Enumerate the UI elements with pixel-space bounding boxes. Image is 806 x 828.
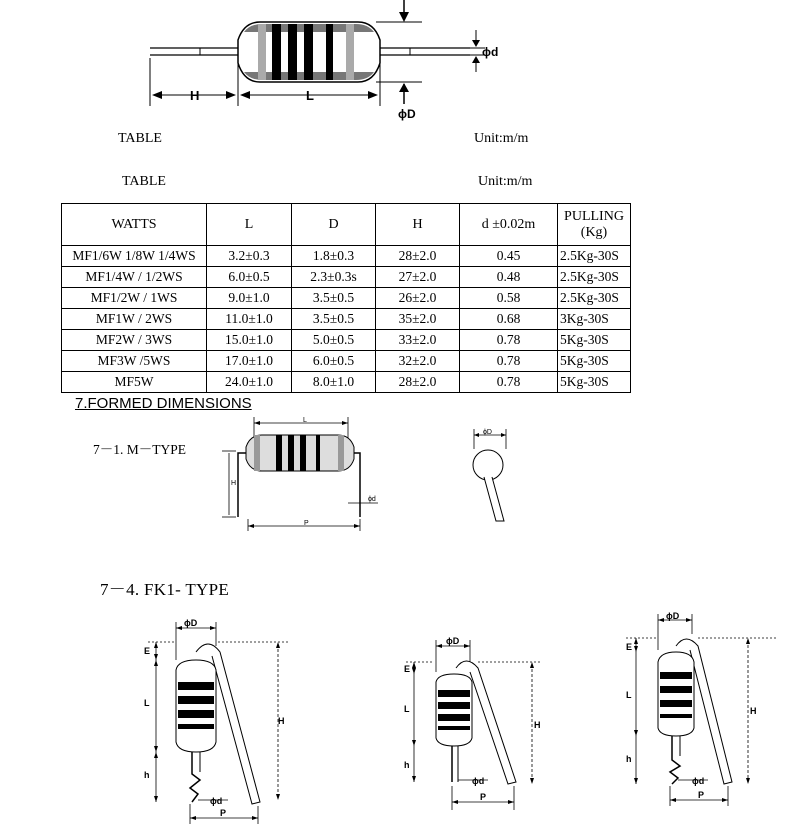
table-row bbox=[62, 288, 631, 309]
table-cell: 15.0±1.0 bbox=[207, 330, 292, 351]
table-cell: 0.68 bbox=[460, 309, 558, 330]
table-cell: 3Kg-30S bbox=[558, 309, 631, 330]
fk1-2-label-dd: ϕd bbox=[472, 776, 485, 786]
fk1-type-diagram-1 bbox=[138, 612, 303, 827]
table-cell: 5.0±0.5 bbox=[292, 330, 376, 351]
m-type-end-diagram bbox=[468, 425, 518, 531]
fk1-3-label-h: H bbox=[750, 706, 757, 716]
fk1-2-label-h: H bbox=[534, 720, 541, 730]
dim-label-big-d: ϕD bbox=[398, 107, 416, 121]
fk1-3-label-e: E bbox=[626, 642, 633, 652]
table-cell: MF3W /5WS bbox=[62, 351, 207, 372]
table-cell: 24.0±1.0 bbox=[207, 372, 292, 393]
table-cell: 5Kg-30S bbox=[558, 351, 631, 372]
resistor-dimension-diagram bbox=[140, 0, 500, 125]
fk1-2-label-l: L bbox=[404, 704, 410, 714]
fk1-1-label-l: L bbox=[144, 698, 150, 708]
fk1-type-heading: 7－4. FK1- TYPE bbox=[100, 580, 230, 599]
m-type-heading: 7－1. M－TYPE bbox=[93, 442, 187, 457]
table-cell: 0.45 bbox=[460, 246, 558, 267]
table-row bbox=[62, 246, 631, 267]
dim-label-h: H bbox=[190, 88, 200, 103]
spec-table bbox=[61, 203, 631, 393]
table-cell: 5Kg-30S bbox=[558, 330, 631, 351]
dim-label-l: L bbox=[306, 88, 314, 103]
table-cell: 0.48 bbox=[460, 267, 558, 288]
fk1-1-label-dd: ϕd bbox=[210, 796, 223, 806]
table-row bbox=[62, 330, 631, 351]
table-caption: TABLE bbox=[118, 131, 162, 146]
fk1-3-label-h-small: h bbox=[626, 754, 632, 764]
table-cell: 28±2.0 bbox=[376, 246, 460, 267]
header-d: D bbox=[292, 204, 376, 246]
table-cell: 28±2.0 bbox=[376, 372, 460, 393]
fk1-1-label-h-small: h bbox=[144, 770, 150, 780]
table-cell: 9.0±1.0 bbox=[207, 288, 292, 309]
table-cell: MF1/2W / 1WS bbox=[62, 288, 207, 309]
table-header-row bbox=[62, 204, 631, 246]
table-cell: MF2W / 3WS bbox=[62, 330, 207, 351]
table-cell: 11.0±1.0 bbox=[207, 309, 292, 330]
table-cell: 3.5±0.5 bbox=[292, 309, 376, 330]
fk1-1-label-p: P bbox=[220, 808, 227, 818]
section-title: 7.FORMED DIMENSIONS bbox=[75, 395, 252, 412]
dim-label-small-d: ϕd bbox=[482, 45, 499, 59]
table-cell: 35±2.0 bbox=[376, 309, 460, 330]
table-cell: 8.0±1.0 bbox=[292, 372, 376, 393]
fk1-3-label-d: ϕD bbox=[666, 611, 680, 621]
table-cell: MF1W / 2WS bbox=[62, 309, 207, 330]
header-lead-d: d ±0.02m bbox=[460, 204, 558, 246]
unit-caption: Unit:m/m bbox=[474, 131, 529, 146]
table-cell: 6.0±0.5 bbox=[207, 267, 292, 288]
table-cell: 27±2.0 bbox=[376, 267, 460, 288]
table-caption-2: TABLE bbox=[122, 174, 166, 189]
fk1-1-label-h: H bbox=[278, 716, 285, 726]
table-cell: 5Kg-30S bbox=[558, 372, 631, 393]
table-cell: 3.5±0.5 bbox=[292, 288, 376, 309]
table-cell: 26±2.0 bbox=[376, 288, 460, 309]
header-watts: WATTS bbox=[62, 204, 207, 246]
fk1-2-label-p: P bbox=[480, 792, 487, 802]
table-cell: 0.78 bbox=[460, 351, 558, 372]
fk1-2-label-d: ϕD bbox=[446, 636, 460, 646]
header-pulling: PULLING (Kg) bbox=[558, 204, 631, 246]
m-label-d: ϕd bbox=[368, 496, 376, 503]
table-cell: 2.3±0.3s bbox=[292, 267, 376, 288]
table-cell: 2.5Kg-30S bbox=[558, 288, 631, 309]
fk1-3-label-p: P bbox=[698, 790, 705, 800]
table-cell: 6.0±0.5 bbox=[292, 351, 376, 372]
table-cell: 1.8±0.3 bbox=[292, 246, 376, 267]
fk1-3-label-l: L bbox=[626, 690, 632, 700]
table-row bbox=[62, 372, 631, 393]
m-label-p: P bbox=[304, 520, 309, 527]
unit-caption-2: Unit:m/m bbox=[478, 174, 533, 189]
table-row bbox=[62, 351, 631, 372]
table-cell: 33±2.0 bbox=[376, 330, 460, 351]
table-cell: 17.0±1.0 bbox=[207, 351, 292, 372]
table-cell: 2.5Kg-30S bbox=[558, 267, 631, 288]
fk1-2-label-e: E bbox=[404, 664, 411, 674]
table-row bbox=[62, 267, 631, 288]
table-cell: 0.58 bbox=[460, 288, 558, 309]
fk1-type-diagram-3 bbox=[620, 610, 780, 810]
fk1-1-label-d: ϕD bbox=[184, 618, 198, 628]
table-cell: MF1/4W / 1/2WS bbox=[62, 267, 207, 288]
fk1-1-label-e: E bbox=[144, 646, 151, 656]
table-cell: 3.2±0.3 bbox=[207, 246, 292, 267]
fk1-2-label-h-small: h bbox=[404, 760, 410, 770]
table-cell: 2.5Kg-30S bbox=[558, 246, 631, 267]
table-row bbox=[62, 309, 631, 330]
header-l: L bbox=[207, 204, 292, 246]
table-cell: 0.78 bbox=[460, 372, 558, 393]
m-label-h: H bbox=[231, 480, 237, 487]
fk1-3-label-dd: ϕd bbox=[692, 776, 705, 786]
m-label-l: L bbox=[303, 417, 307, 424]
table-cell: MF5W bbox=[62, 372, 207, 393]
table-cell: 32±2.0 bbox=[376, 351, 460, 372]
table-cell: MF1/6W 1/8W 1/4WS bbox=[62, 246, 207, 267]
table-cell: 0.78 bbox=[460, 330, 558, 351]
m-end-label: ϕD bbox=[483, 429, 492, 436]
fk1-type-diagram-2 bbox=[400, 632, 560, 814]
header-h: H bbox=[376, 204, 460, 246]
m-type-side-diagram bbox=[218, 413, 388, 535]
